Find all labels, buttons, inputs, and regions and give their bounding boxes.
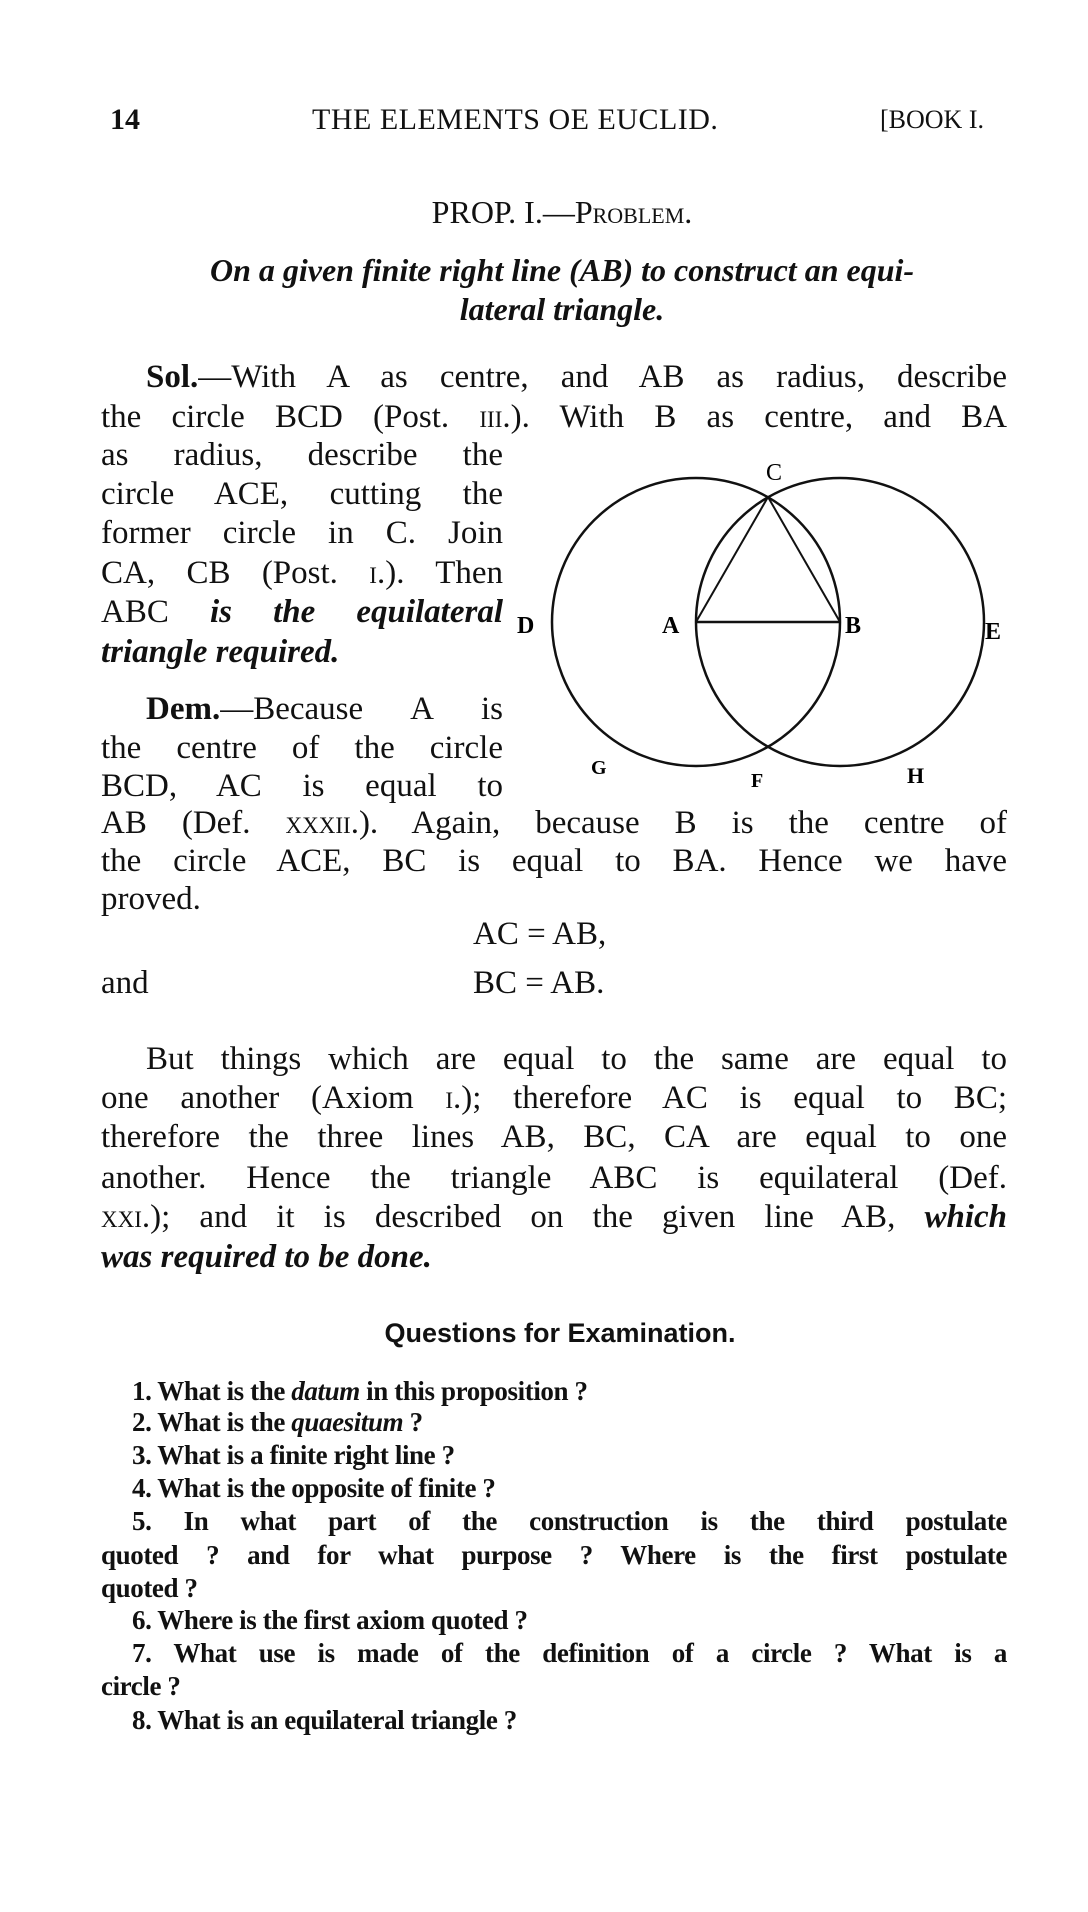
question-2 <box>132 1406 1007 1439</box>
text: ? <box>403 1407 423 1437</box>
text: the circle BCD (Post. <box>101 399 480 435</box>
label-d: D <box>517 613 535 639</box>
conclusion-line-6: was required to be done. <box>101 1239 432 1275</box>
prop-number: PROP. I.— <box>431 194 575 230</box>
text: in this proposition ? <box>359 1376 588 1406</box>
question-3: 3. What is a finite right line ? <box>132 1440 455 1470</box>
question-7: 7. What use is made of the definition of a circle ? What is a <box>132 1638 1007 1668</box>
enunciation-line-1: On a given finite right line (AB) to construct an equi- <box>209 252 915 288</box>
emphasis: which <box>924 1199 1007 1235</box>
numeral: iii <box>479 399 503 435</box>
label-b: B <box>845 613 862 639</box>
emphasis: datum <box>291 1376 360 1406</box>
sol-line-4: circle ACE, cutting the <box>101 476 503 512</box>
dem-line-5: the circle ACE, BC is equal to BA. Hence we have <box>101 843 1007 879</box>
question-7-cont: circle ? <box>101 1671 181 1701</box>
text: .). With B as centre, and BA <box>502 399 1007 435</box>
line-cb <box>768 497 840 622</box>
label-h: H <box>907 763 925 788</box>
label-e: E <box>985 619 1002 645</box>
numeral: i <box>369 555 377 591</box>
sol-line-3: as radius, describe the <box>101 437 503 473</box>
text: .). Then <box>376 555 503 591</box>
equation-2: BC = AB. <box>473 965 605 1001</box>
question-8: 8. What is an equilateral triangle ? <box>132 1705 517 1735</box>
line-ca <box>696 497 768 622</box>
conclusion-line-3: therefore the three lines AB, BC, CA are equal to one <box>101 1119 1007 1155</box>
label-g: G <box>591 757 607 779</box>
prop-type: Problem. <box>574 194 693 230</box>
emphasis: is the equilateral <box>209 594 503 630</box>
question-5: 5. In what part of the construction is the third postulate <box>132 1506 1007 1536</box>
dem-line-6: proved. <box>101 881 201 917</box>
text: one another (Axiom <box>101 1080 446 1116</box>
page-number: 14 <box>110 103 140 136</box>
sol-label: Sol. <box>146 359 199 395</box>
book-label: [BOOK I. <box>880 105 984 134</box>
dem-label: Dem. <box>146 691 221 727</box>
sol-line-5: former circle in C. Join <box>101 515 503 551</box>
question-4: 4. What is the opposite of finite ? <box>132 1473 496 1503</box>
enunciation-line-2: lateral triangle. <box>459 291 665 327</box>
dem-line-2: the centre of the circle <box>101 730 503 766</box>
question-6: 6. Where is the first axiom quoted ? <box>132 1605 528 1635</box>
text: ABC <box>101 594 210 630</box>
question-5-cont: quoted ? and for what purpose ? Where is the first postulate <box>101 1540 1007 1570</box>
text: CA, CB (Post. <box>101 555 370 591</box>
emphasis: quaesitum <box>291 1407 404 1437</box>
numeral: i <box>445 1080 454 1116</box>
text: .); and it is described on the given line AB, <box>141 1199 925 1235</box>
sol-text: —With A as centre, and AB as radius, describe <box>198 359 1007 395</box>
conclusion-line-1: But things which are equal to the same are equal to <box>146 1041 1007 1077</box>
conclusion-line-4: another. Hence the triangle ABC is equilateral (Def. <box>101 1160 1007 1196</box>
dem-line-3: BCD, AC is equal to <box>101 768 503 804</box>
label-c: C <box>766 460 783 486</box>
numeral: xxxii <box>285 805 351 841</box>
text: AB (Def. <box>101 805 286 841</box>
text: .). Again, because B is the centre of <box>350 805 1007 841</box>
text: —Because A is <box>220 691 503 727</box>
running-title: THE ELEMENTS OE EUCLID. <box>312 103 719 136</box>
numeral: xxi <box>101 1199 142 1235</box>
question-1 <box>132 1375 1007 1408</box>
text: 1. What is the <box>132 1376 292 1406</box>
label-a: A <box>662 613 680 639</box>
and-word: and <box>101 965 149 1001</box>
label-f: F <box>751 770 764 792</box>
text: 2. What is the <box>132 1407 292 1437</box>
question-5-cont-2: quoted ? <box>101 1573 198 1603</box>
equation-1: AC = AB, <box>473 916 607 952</box>
questions-title: Questions for Examination. <box>384 1318 736 1348</box>
sol-line-8: triangle required. <box>101 634 340 670</box>
text: .); therefore AC is equal to BC; <box>453 1080 1007 1116</box>
